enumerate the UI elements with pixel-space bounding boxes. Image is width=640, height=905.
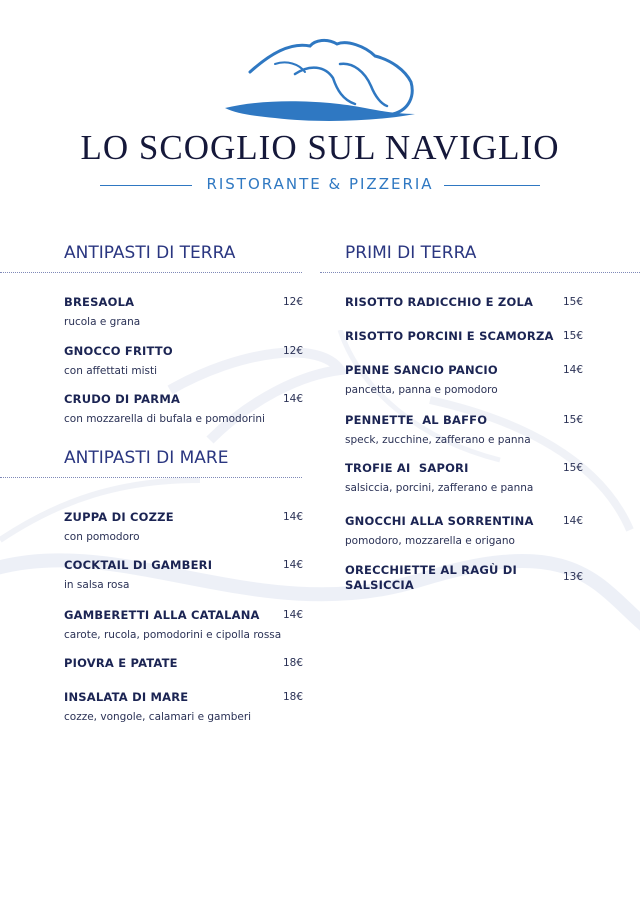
menu-item-description: pomodoro, mozzarella e origano xyxy=(345,535,515,547)
menu-item-price: 14€ xyxy=(283,609,304,621)
section-title-primi-terra: PRIMI DI TERRA xyxy=(345,243,477,263)
menu-item-name: RISOTTO PORCINI E SCAMORZA xyxy=(345,329,554,343)
menu-item xyxy=(345,413,560,447)
menu-item-name: PIOVRA E PATATE xyxy=(64,656,178,670)
menu-item xyxy=(345,329,555,344)
menu-item-name: ZUPPA DI COZZE xyxy=(64,510,174,524)
menu-item xyxy=(64,608,294,642)
menu-item xyxy=(345,363,555,397)
menu-item-price: 18€ xyxy=(283,691,304,703)
menu-item-description: con pomodoro xyxy=(64,531,140,543)
menu-item-name: ORECCHIETTE AL RAGÙ DI SALSICCIA xyxy=(345,563,517,592)
menu-item-name: PENNE SANCIO PANCIO xyxy=(345,363,498,377)
menu-item-price: 15€ xyxy=(563,462,584,474)
subtitle-right-divider xyxy=(444,185,540,186)
restaurant-subtitle: RISTORANTE & PIZZERIA xyxy=(206,175,434,193)
menu-item xyxy=(64,558,294,592)
menu-item xyxy=(345,295,555,310)
menu-item-name: PENNETTE AL BAFFO xyxy=(345,413,488,427)
menu-item xyxy=(64,690,294,724)
menu-item-name: BRESAOLA xyxy=(64,295,135,309)
menu-item xyxy=(64,295,294,329)
menu-item-description: speck, zucchine, zafferano e panna xyxy=(345,434,531,446)
menu-item-name: GAMBERETTI ALLA CATALANA xyxy=(64,608,260,622)
section-divider xyxy=(0,272,302,273)
mountain-wave-logo-icon xyxy=(215,34,425,126)
menu-item-description: salsiccia, porcini, zafferano e panna xyxy=(345,482,534,494)
menu-item-name: GNOCCO FRITTO xyxy=(64,344,173,358)
menu-item-description: pancetta, panna e pomodoro xyxy=(345,384,498,396)
menu-item-price: 15€ xyxy=(563,414,584,426)
menu-item-price: 14€ xyxy=(283,511,304,523)
menu-item-price: 14€ xyxy=(283,393,304,405)
menu-item-price: 15€ xyxy=(563,296,584,308)
menu-item-name: GNOCCHI ALLA SORRENTINA xyxy=(345,514,534,528)
menu-item xyxy=(64,656,294,671)
menu-item xyxy=(345,563,535,593)
menu-item-price: 14€ xyxy=(563,515,584,527)
menu-item xyxy=(345,514,560,548)
menu-item xyxy=(345,461,560,495)
menu-item-name: INSALATA DI MARE xyxy=(64,690,189,704)
section-title-antipasti-mare: ANTIPASTI DI MARE xyxy=(64,448,229,468)
menu-item xyxy=(64,510,294,544)
menu-item-description: carote, rucola, pomodorini e cipolla rossa xyxy=(64,629,282,641)
menu-item-price: 12€ xyxy=(283,296,304,308)
menu-item-price: 12€ xyxy=(283,345,304,357)
menu-item-description: con mozzarella di bufala e pomodorini xyxy=(64,413,265,425)
menu-item-price: 18€ xyxy=(283,657,304,669)
menu-item-price: 13€ xyxy=(563,571,584,583)
section-divider xyxy=(320,272,640,273)
section-divider xyxy=(0,477,302,478)
menu-item-name: RISOTTO RADICCHIO E ZOLA xyxy=(345,295,534,309)
menu-item xyxy=(64,344,294,378)
restaurant-subtitle-row xyxy=(100,174,540,196)
menu-item-price: 15€ xyxy=(563,330,584,342)
restaurant-name: LO SCOGLIO SUL NAVIGLIO xyxy=(80,128,560,167)
menu-item xyxy=(64,392,294,426)
menu-item-price: 14€ xyxy=(283,559,304,571)
menu-item-name: TROFIE AI SAPORI xyxy=(345,461,469,475)
menu-item-price: 14€ xyxy=(563,364,584,376)
menu-item-name: COCKTAIL DI GAMBERI xyxy=(64,558,213,572)
menu-item-description: con affettati misti xyxy=(64,365,158,377)
section-title-antipasti-terra: ANTIPASTI DI TERRA xyxy=(64,243,236,263)
menu-item-description: in salsa rosa xyxy=(64,579,130,591)
menu-item-description: rucola e grana xyxy=(64,316,141,328)
menu-item-name: CRUDO DI PARMA xyxy=(64,392,181,406)
menu-item-description: cozze, vongole, calamari e gamberi xyxy=(64,711,252,723)
